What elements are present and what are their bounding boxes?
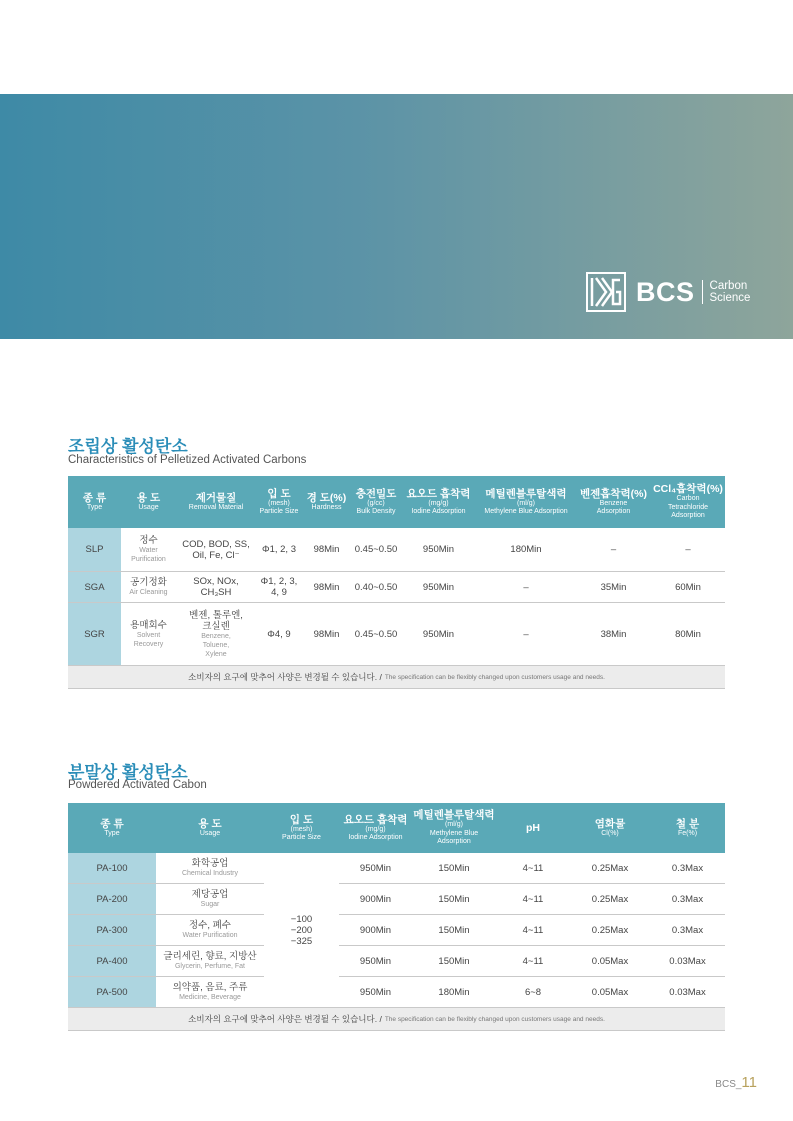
cell-iodine: 900Min [359, 893, 392, 905]
th-mb: 메틸렌블루탈색력 (ml/g) Methylene Blue Adsorption [413, 809, 495, 846]
cell-density: 0.45~0.50 [354, 628, 398, 640]
section1-subtitle: Characteristics of Pelletized Activated Carbons [68, 454, 307, 466]
th-type: 종 류 Type [82, 491, 107, 511]
cell-benzene: – [610, 544, 617, 555]
cell-density: 0.40~0.50 [354, 581, 398, 593]
cell-cl: 0.25Max [591, 893, 629, 905]
cell-mb: 150Min [438, 924, 470, 936]
table-row [68, 528, 725, 572]
cell-fe: 0.3Max [671, 893, 704, 905]
table-header [68, 803, 725, 853]
note-ko: 소비자의 요구에 맞추어 사양은 변경될 수 있습니다. / [188, 672, 382, 682]
th-usage: 용 도 Usage [136, 491, 161, 511]
th-iodine: 요오드 흡착력 (mg/g) Iodine Adsorption [343, 813, 408, 841]
size-value: −200 [290, 924, 313, 936]
cell-removal: COD, BOD, SS, Oil, Fe, Cl⁻ [182, 538, 250, 561]
cell-fe: 0.03Max [669, 986, 706, 998]
note-ko: 소비자의 요구에 맞추어 사양은 변경될 수 있습니다. / [188, 1014, 382, 1024]
th-density: 충전밀도 (g/cc) Bulk Density [355, 487, 397, 515]
cell-size: Φ1, 2, 3 [262, 544, 296, 555]
note-en: The specification can be flexibly changed upon customers usage and needs. [384, 1015, 605, 1023]
cell-ccl4: 60Min [675, 581, 701, 593]
cell-hardness: 98Min [313, 628, 340, 640]
cell-benzene: 35Min [600, 581, 627, 593]
cell-usage: 화학공업 Chemical Industry [181, 858, 239, 877]
cell-usage: 제당공업 Sugar [191, 889, 229, 908]
cell-iodine: 950Min [422, 544, 455, 555]
cell-iodine: 900Min [359, 924, 392, 936]
section2-title: 분말상 활성탄소 [68, 763, 188, 782]
page-number [715, 1074, 757, 1091]
logo-divider [702, 280, 703, 304]
cell-usage: 용매회수 Solvent Recovery [130, 619, 167, 648]
table-row [68, 572, 725, 603]
cell-iodine: 950Min [422, 628, 455, 640]
cell-cl: 0.25Max [591, 862, 629, 874]
th-benzene: 벤젠흡착력(%) Benzene Adsorption [579, 487, 648, 515]
table-row [68, 915, 725, 946]
th-hardness: 경 도(%) Hardness [306, 491, 347, 511]
th-ccl4: CCl₄흡착력(%) Carbon Tetrachloride Adsorption [653, 483, 723, 520]
powdered-table [68, 803, 725, 1031]
table-row [68, 853, 725, 884]
note-en: The specification can be flexibly changed upon customers usage and needs. [384, 673, 605, 681]
cell-ph: 4~11 [522, 893, 544, 905]
th-fe: 철 분 Fe(%) [675, 817, 700, 837]
page-value: 11 [741, 1074, 757, 1091]
cell-removal: SOx, NOx, CH₃SH [193, 576, 239, 598]
cell-cl: 0.05Max [591, 986, 629, 998]
bcs-logo-mark-icon [586, 272, 626, 312]
size-value: −325 [290, 935, 313, 947]
cell-type: SGR [68, 603, 121, 665]
cell-ph: 4~11 [522, 955, 544, 967]
cell-ph: 4~11 [522, 862, 544, 874]
cell-iodine: 950Min [359, 986, 392, 998]
th-iodine: 요오드 흡착력 (mg/g) Iodine Adsorption [406, 487, 471, 515]
section1-title: 조립상 활성탄소 [68, 437, 188, 456]
cell-hardness: 98Min [313, 581, 340, 593]
table-row [68, 946, 725, 977]
cell-usage: 정수 Water Purification [131, 535, 166, 563]
th-removal: 제거물질 Removal Material [188, 491, 244, 511]
cell-ph: 4~11 [522, 924, 544, 936]
page-prefix: BCS_ [715, 1079, 742, 1090]
table-row [68, 603, 725, 666]
logo-text: BCS [636, 276, 695, 307]
table-row [68, 884, 725, 915]
merged-particle-size [264, 853, 339, 1007]
cell-type: SLP [68, 528, 121, 571]
table-note [68, 1008, 725, 1031]
logo-subtext [710, 280, 751, 304]
cell-type: PA-300 [68, 915, 156, 945]
cell-size: Φ4, 9 [267, 628, 291, 640]
cell-mb: 150Min [438, 862, 470, 874]
cell-type: PA-400 [68, 946, 156, 976]
cell-mb: 150Min [438, 955, 470, 967]
th-usage: 용 도 Usage [198, 817, 222, 837]
cell-density: 0.45~0.50 [354, 544, 398, 555]
th-size: 입 도 (mesh) Particle Size [259, 487, 299, 515]
logo-sub-line2: Science [709, 292, 751, 304]
cell-type: PA-100 [68, 853, 156, 883]
cell-usage: 공기정화 Air Cleaning [129, 577, 168, 596]
cell-fe: 0.03Max [669, 955, 706, 967]
cell-type: PA-500 [68, 977, 156, 1007]
bcs-logo [586, 272, 750, 312]
cell-usage: 의약품, 음료, 주류 Medicine, Beverage [172, 982, 248, 1001]
cell-cl: 0.25Max [591, 924, 629, 936]
cell-size: Φ1, 2, 3, 4, 9 [260, 576, 298, 598]
cell-fe: 0.3Max [671, 924, 704, 936]
cell-ph: 6~8 [524, 986, 542, 998]
cell-usage: 글리세린, 향료, 지방산 Glycerin, Perfume, Fat [163, 951, 257, 970]
cell-removal: 벤젠, 톨루엔, 크실렌 Benzene, Toluene, Xylene [189, 609, 243, 658]
cell-usage: 정수, 폐수 Water Purification [182, 920, 238, 939]
cell-mb: 150Min [438, 893, 470, 905]
th-ph: pH [526, 822, 540, 834]
table-row [68, 977, 725, 1008]
cell-cl: 0.05Max [591, 955, 629, 967]
table-header [68, 476, 725, 528]
cell-hardness: 98Min [313, 544, 340, 555]
th-mb: 메틸렌블루탈색력 (ml/g) Methylene Blue Adsorption [484, 487, 568, 515]
size-value: −100 [290, 913, 313, 925]
section2-subtitle: Powdered Activated Cabon [68, 779, 207, 791]
table-note [68, 666, 725, 689]
cell-iodine: 950Min [359, 955, 392, 967]
logo-sub-line1: Carbon [709, 280, 748, 292]
cell-fe: 0.3Max [671, 862, 704, 874]
cell-mb: 180Min [438, 986, 470, 998]
pelletized-table [68, 476, 725, 689]
th-type: 종 류 Type [100, 817, 124, 837]
cell-type: PA-200 [68, 884, 156, 914]
cell-iodine: 950Min [422, 581, 455, 593]
cell-type: SGA [68, 572, 121, 602]
cell-benzene: 38Min [600, 628, 627, 640]
cell-ccl4: 80Min [675, 628, 701, 640]
th-size: 입 도 (mesh) Particle Size [282, 813, 321, 841]
cell-ccl4: – [685, 544, 691, 555]
th-cl: 염화물 Cl(%) [594, 817, 626, 837]
cell-mb: – [523, 628, 529, 640]
cell-iodine: 950Min [359, 862, 392, 874]
cell-mb: 180Min [510, 544, 542, 555]
cell-mb: – [523, 581, 529, 593]
